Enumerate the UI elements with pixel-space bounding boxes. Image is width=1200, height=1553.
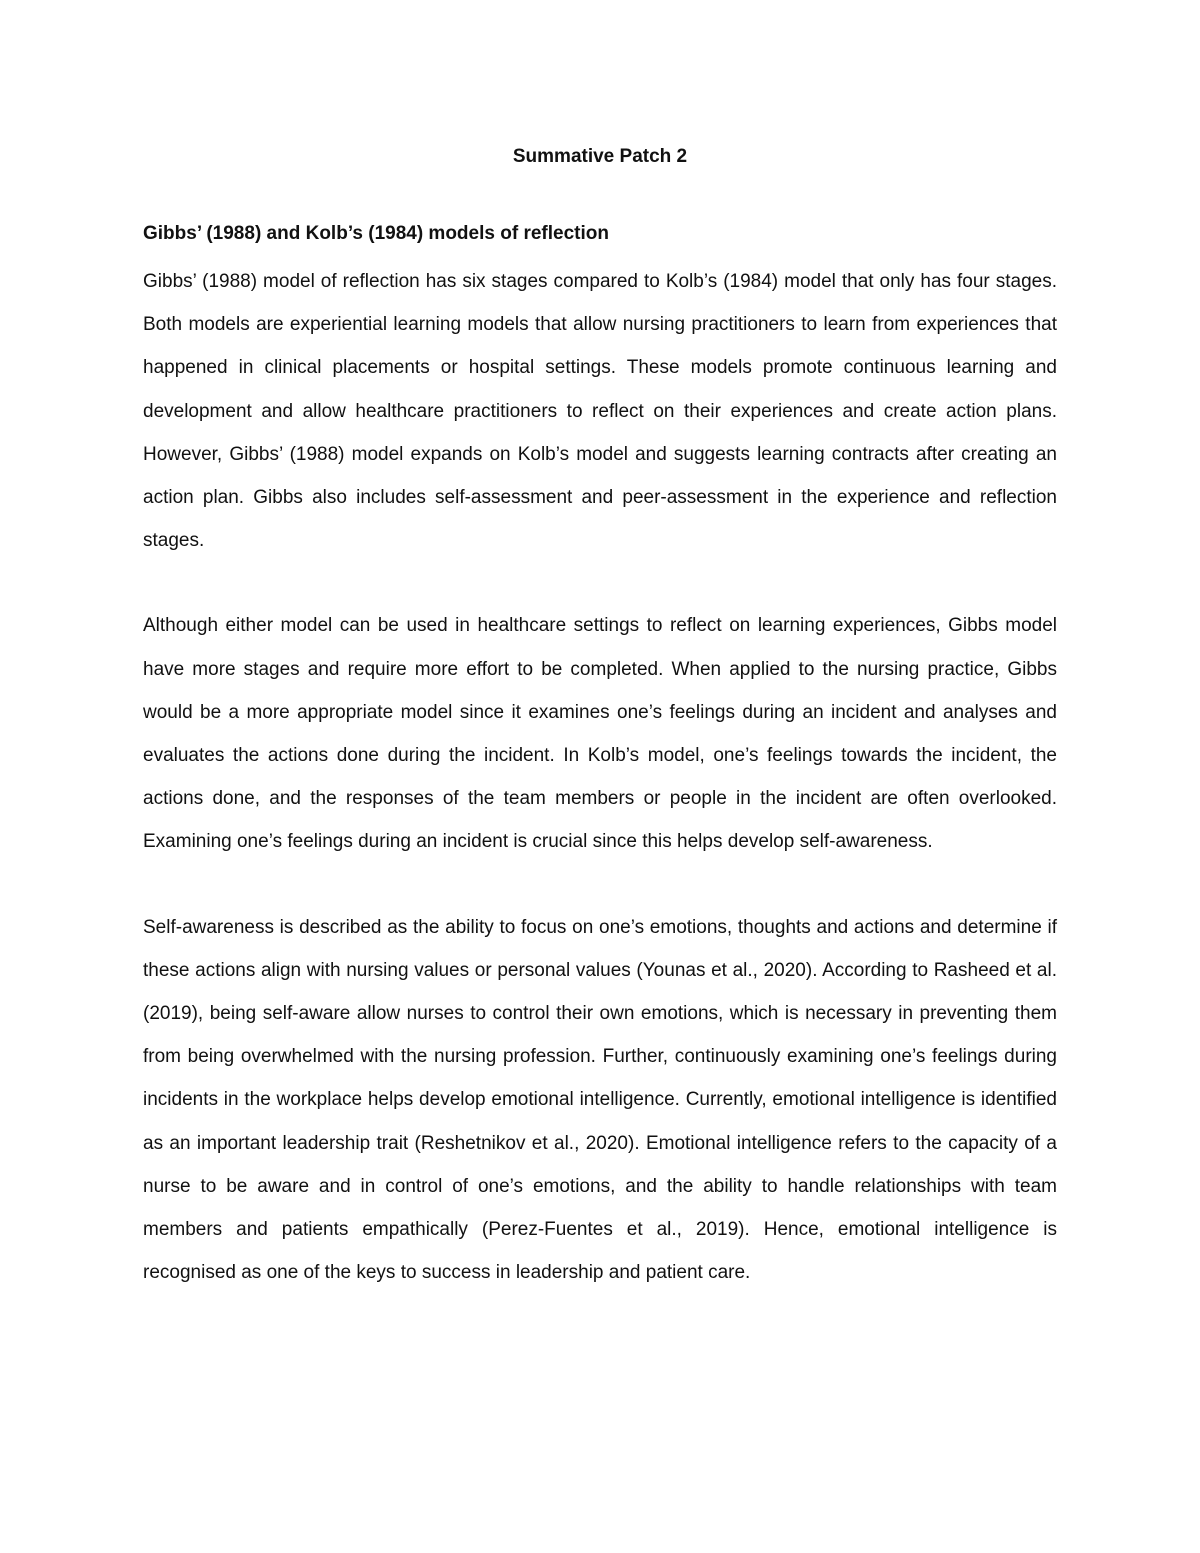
- paragraph-model-application: Although either model can be used in healthcare settings to reflect on learning experiences, Gibbs model have more stages and require more effort to be completed. When applied to the nursing practice, Gibbs would be a more appropriate model since it examines one’s feelings during an incident and analyses and evaluates the actions done during the incident. In Kolb’s model, one’s feelings towards the incident, the actions done, and the responses of the team members or people in the incident are often overlooked. Examining one’s feelings during an incident is crucial since this helps develop self-awareness.: [143, 615, 1057, 853]
- section-heading: Gibbs’ (1988) and Kolb’s (1984) models of reflection: [143, 223, 609, 244]
- document-body: [143, 140, 1057, 1294]
- paragraph-models-comparison: Gibbs’ (1988) model of reflection has six stages compared to Kolb’s (1984) model that only has four stages. Both models are experiential learning models that allow nursing practitioners to learn from experiences that happened in clinical placements or hospital settings. These models promote continuous learning and development and allow healthcare practitioners to reflect on their experiences and create action plans. However, Gibbs’ (1988) model expands on Kolb’s model and suggests learning contracts after creating an action plan. Gibbs also includes self-assessment and peer-assessment in the experience and reflection stages.: [143, 271, 1057, 552]
- document-title: Summative Patch 2: [512, 146, 688, 167]
- paragraph-self-awareness: Self-awareness is described as the ability to focus on one’s emotions, thoughts and actions and determine if these actions align with nursing values or personal values (Younas et al., 2020). According to Rasheed et al. (2019), being self-aware allow nurses to control their own emotions, which is necessary in preventing them from being overwhelmed with the nursing profession. Further, continuously examining one’s feelings during incidents in the workplace helps develop emotional intelligence. Currently, emotional intelligence is identified as an important leadership trait (Reshetnikov et al., 2020). Emotional intelligence refers to the capacity of a nurse to be aware and in control of one’s emotions, and the ability to handle relationships with team members and patients empathically (Perez-Fuentes et al., 2019). Hence, emotional intelligence is recognised as one of the keys to success in leadership and patient care.: [143, 916, 1057, 1284]
